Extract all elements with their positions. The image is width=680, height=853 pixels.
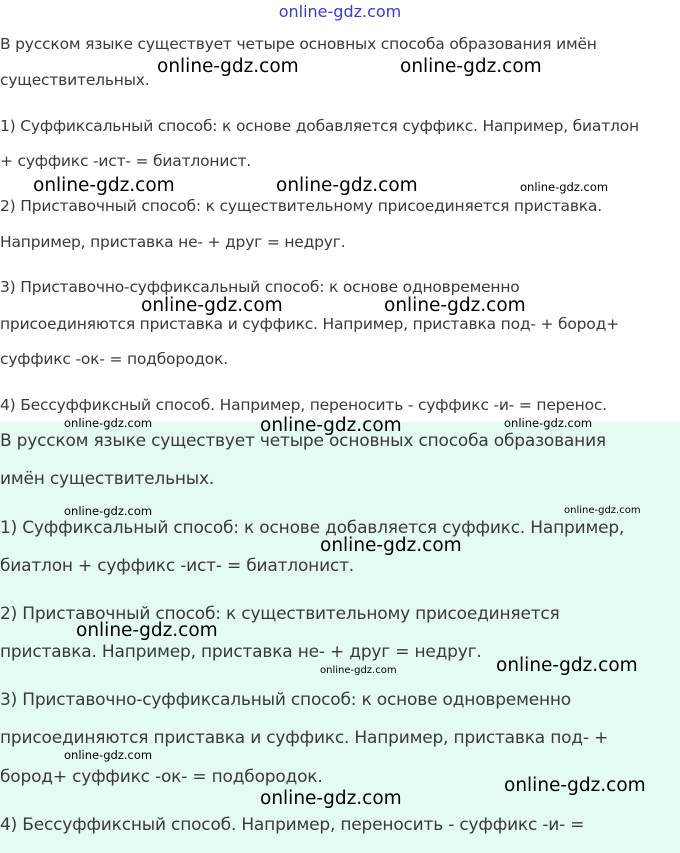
- text-line: + суффикс -ист- = биатлонист.: [0, 152, 252, 170]
- answer-section-top: [0, 30, 680, 422]
- watermark: online-gdz.com: [384, 295, 526, 316]
- text-line: приставка. Например, приставка не- + друг = недруг.: [0, 642, 482, 662]
- watermark: online-gdz.com: [496, 655, 638, 676]
- text-line: 2) Приставочный способ: к существительному присоединяется: [0, 604, 560, 624]
- text-line: присоединяются приставка и суффикс. Например, приставка под- +: [0, 728, 609, 748]
- text-line: 3) Приставочно-суффиксальный способ: к основе одновременно: [0, 690, 571, 710]
- text-line: 2) Приставочный способ: к существительному присоединяется приставка.: [0, 197, 602, 215]
- text-line: 1) Суффиксальный способ: к основе добавляется суффикс. Например,: [0, 518, 625, 538]
- text-line: В русском языке существует четыре основных способа образования имён: [0, 35, 597, 53]
- text-line: 3) Приставочно-суффиксальный способ: к основе одновременно: [0, 278, 520, 296]
- watermark: online-gdz.com: [564, 505, 641, 516]
- watermark: online-gdz.com: [157, 56, 299, 77]
- text-line: существительных.: [0, 71, 150, 89]
- text-line: В русском языке существует четыре основных способа образования: [0, 431, 606, 451]
- watermark: online-gdz.com: [76, 620, 218, 641]
- site-header-link[interactable]: online-gdz.com: [278, 2, 402, 21]
- watermark: online-gdz.com: [320, 665, 397, 676]
- watermark: online-gdz.com: [504, 775, 646, 796]
- watermark: online-gdz.com: [64, 504, 153, 518]
- watermark: online-gdz.com: [260, 415, 402, 436]
- watermark: online-gdz.com: [141, 295, 283, 316]
- watermark: online-gdz.com: [276, 175, 418, 196]
- text-line: суффикс -ок- = подбородок.: [0, 350, 228, 368]
- text-line: Например, приставка не- + друг = недруг.: [0, 233, 346, 251]
- watermark: online-gdz.com: [33, 175, 175, 196]
- watermark: online-gdz.com: [520, 180, 609, 194]
- watermark: online-gdz.com: [64, 748, 153, 762]
- watermark: online-gdz.com: [260, 788, 402, 809]
- text-line: бород+ суффикс -ок- = подбородок.: [0, 767, 323, 787]
- watermark: online-gdz.com: [64, 416, 153, 430]
- watermark: online-gdz.com: [400, 56, 542, 77]
- text-line: имён существительных.: [0, 469, 215, 489]
- text-line: присоединяются приставка и суффикс. Например, приставка под- + бород+: [0, 315, 619, 333]
- text-line: 1) Суффиксальный способ: к основе добавляется суффикс. Например, биатлон: [0, 117, 639, 135]
- text-line: биатлон + суффикс -ист- = биатлонист.: [0, 556, 354, 576]
- watermark: online-gdz.com: [504, 416, 593, 430]
- text-line: 4) Бессуффиксный способ. Например, переносить - суффикс -и- = перенос.: [0, 396, 607, 414]
- watermark: online-gdz.com: [320, 535, 462, 556]
- text-line: 4) Бессуффиксный способ. Например, переносить - суффикс -и- =: [0, 815, 585, 835]
